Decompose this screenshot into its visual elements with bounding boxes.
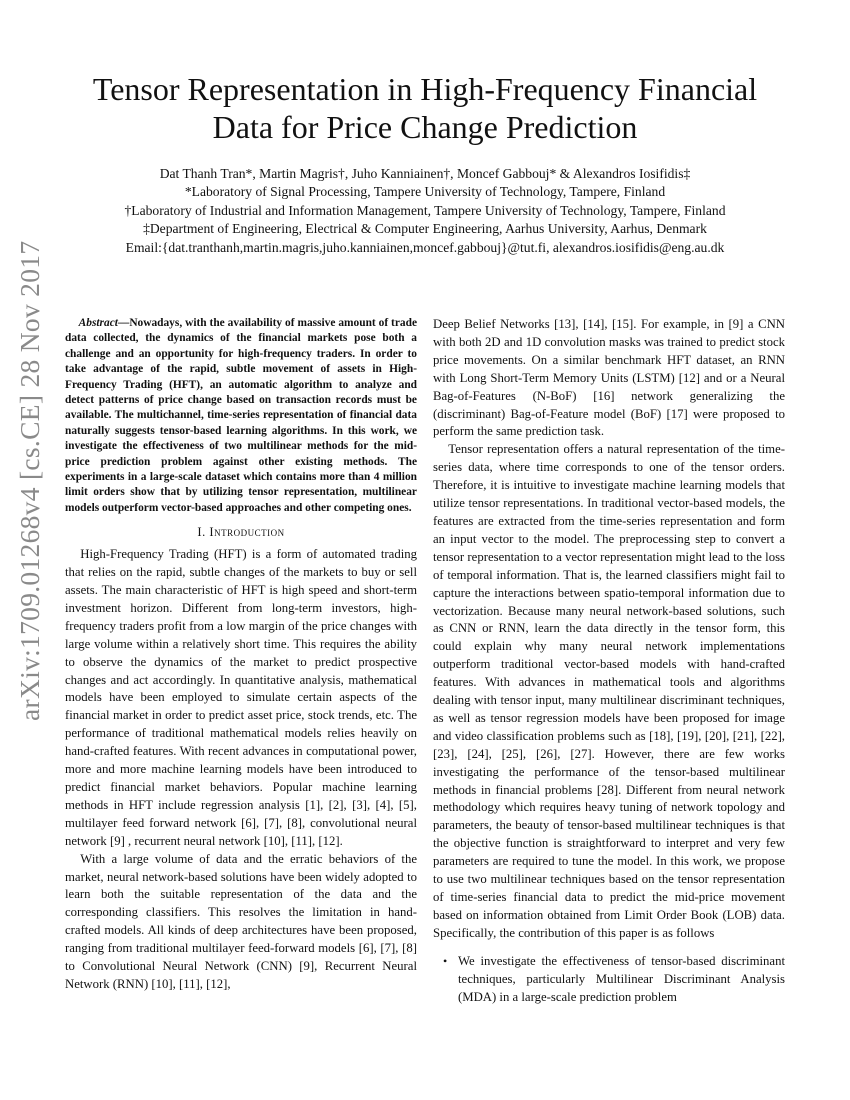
affiliation-3: ‡Department of Engineering, Electrical & Computer Engineering, Aarhus University, Aarhus, Denmark bbox=[143, 221, 707, 237]
abstract bbox=[65, 316, 417, 516]
paragraph: Deep Belief Networks [13], [14], [15]. For example, in [9] a CNN with both 2D and 1D convolution masks was trained to predict stock price movements. On a similar benchmark HFT dataset, an RNN with Long Short-Term Memory Units (LSTM) [12] and or a Neural Bag-of-Features (N-BoF) [16] network generalizing the (discriminant) Bag-of-Feature model (BoF) [17] were proposed to perform the same prediction task. bbox=[433, 317, 785, 439]
paragraph: With a large volume of data and the erratic behaviors of the market, neural network-based solutions have been widely adopted to learn both the suitable representation of the data and the corresponding classifiers. This resolves the limitation in hand-crafted models. All kinds of deep architectures have been proposed, ranging from traditional multilayer feed-forward models [6], [7], [8] to Convolutional Neural Network (CNN) [9], Recurrent Neural Network (RNN) [10], [11], [12], bbox=[65, 851, 417, 991]
section-title: Introduction bbox=[209, 525, 285, 540]
title-line-1: Tensor Representation in High-Frequency Financial bbox=[92, 71, 758, 107]
right-column bbox=[433, 316, 785, 1006]
paragraph: High-Frequency Trading (HFT) is a form of automated trading that relies on the rapid, subtle changes of the markets to buy or sell assets. The main characteristic of HFT is high speed and short-term investment horizon. Different from long-term investors, high-frequency traders profit from a low margin of the price changes with large volume within a relatively short time. This requires the ability to observe the dynamics of the market to predict prospective changes and act accordingly. In quantitative analysis, mathematical models have been employed to simulate certain aspects of the financial market in order to predict asset price, stock trends, etc. The performance of traditional mathematical models relies heavily on hand-crafted features. With recent advances in computational power, more and more machine learning models have been introduced to predict financial market behaviors. Popular machine learning methods in HFT include regression analysis [1], [2], [3], [4], [5], multilayer feed forward network [6], [7], [8], convolutional neural network [9] , recurrent neural network [10], [11], [12]. bbox=[65, 547, 417, 848]
paper-title bbox=[60, 70, 790, 146]
arxiv-identifier: arXiv:1709.01268v4 [cs.CE] 28 Nov 2017 bbox=[14, 240, 45, 722]
left-column bbox=[65, 316, 417, 994]
affiliation-1: *Laboratory of Signal Processing, Tampere University of Technology, Tampere, Finland bbox=[184, 184, 666, 200]
section-heading bbox=[65, 524, 417, 542]
affiliation-2: †Laboratory of Industrial and Information Management, Tampere University of Technology, Tampere, Finland bbox=[124, 202, 726, 218]
list-item-text: We investigate the effectiveness of tensor-based discriminant techniques, particularly Multilinear Discriminant Analysis (MDA) in a large-scale prediction problem bbox=[458, 953, 785, 1004]
list-item bbox=[433, 953, 785, 1007]
section-number: I. bbox=[197, 525, 206, 540]
abstract-text: —Nowadays, with the availability of massive amount of trade data collected, the dynamics of the financial markets pose both a challenge and an opportunity for high-frequency traders. In order to take advantage of the rapid, subtle movement of assets in High-Frequency Trading (HFT), an automatic algorithm to analyze and detect patterns of price change based on transaction records must be available. The multichannel, time-series representation of financial data naturally suggests tensor-based learning algorithms. In this work, we investigate the effectiveness of two multilinear methods for the mid-price prediction problem against other existing methods. The experiments in a large-scale dataset which contains more than 4 million limit orders show that by utilizing tensor representation, multilinear models outperform vector-based approaches and other competing ones. bbox=[65, 317, 417, 514]
author-names: Dat Thanh Tran*, Martin Magris†, Juho Kanniainen†, Moncef Gabbouj* & Alexandros Iosifidis‡ bbox=[159, 166, 691, 181]
author-emails: Email:{dat.tranthanh,martin.magris,juho.kanniainen,moncef.gabbouj}@tut.fi, alexandros.iosifidis@eng.au.dk bbox=[125, 239, 725, 255]
abstract-label: Abstract bbox=[78, 317, 118, 329]
bullet-icon: • bbox=[443, 953, 448, 968]
contribution-list bbox=[433, 953, 785, 1007]
title-line-2: Data for Price Change Prediction bbox=[212, 109, 638, 145]
author-block bbox=[60, 165, 790, 257]
paragraph: Tensor representation offers a natural representation of the time-series data, where time corresponds to one of the tensor orders. Therefore, it is intuitive to investigate machine learning models that utilize tensor representations. In traditional vector-based models, the features are extracted from the time-series representation and form an input vector to the model. The preprocessing step to convert a tensor representation to a vector representation might lead to the loss of temporal information. That is, the learned classifiers might fail to capture the interactions between spatio-temporal information due to vectorization. Because many neural network-based solutions, such as CNN or RNN, learn the data directly in the tensor form, this could explain why many neural network implementations outperform traditional vector-based models with hand-crafted features. With advances in mathematical tools and algorithms dealing with tensor input, many multilinear discriminant techniques, as well as tensor regression models have been proposed for image and video classification problems such as [18], [19], [20], [21], [22], [23], [24], [25], [26], [27]. However, there are few works investigating the performance of the tensor-based multilinear methods in financial problems [28]. Different from neural network methodology which requires heavy tuning of network topology and parameters, the beauty of tensor-based multilinear techniques is that the objective function is straightforward to interpret and very few parameters are required to tune the model. In this work, we propose to use two multilinear techniques based on the tensor representation of time-series financial data to predict the mid-price movement based on information obtained from Limit Order Book (LOB) data. Specifically, the contribution of this paper is as follows bbox=[433, 442, 785, 940]
